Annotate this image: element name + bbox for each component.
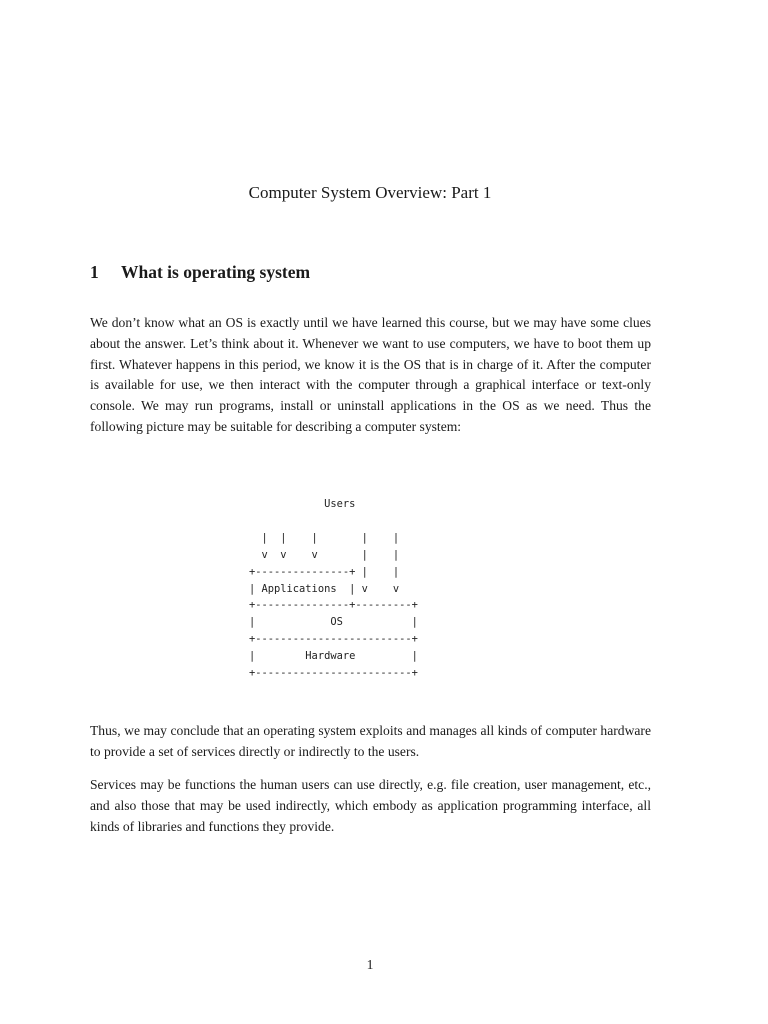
page-title: Computer System Overview: Part 1 — [248, 183, 492, 202]
services-paragraph: Services may be functions the human users can use directly, e.g. file creation, user management, etc., and also those that may be used indirectly, which embody as application programming interface, all kinds of libraries and functions they provide. — [90, 777, 651, 834]
conclusion-paragraph: Thus, we may conclude that an operating system exploits and manages all kinds of computer hardware to provide a set of services directly or indirectly to the users. — [90, 723, 651, 759]
section-title: What is operating system — [121, 262, 311, 282]
intro-paragraph: We don’t know what an OS is exactly until we have learned this course, but we may have some clues about the answer. Let’s think about it. Whenever we want to use computers, we have to boot them up first. Whatever happens in this period, we know it is the OS that is in charge of it. After the computer is available for use, we then interact with the computer through a graphical interface or text-only console. We may run programs, install or uninstall applications in the OS as we need. Thus the following picture may be suitable for describing a computer system: — [90, 315, 651, 434]
section-heading — [90, 262, 310, 283]
page-number: 1 — [366, 957, 374, 972]
system-layers-diagram: Users | | | | | v v v | | +---------------+ | | | Applications | v v +---------------+---------+ | OS | +-------------------------+ | Hardware | +-------------------------+ — [249, 498, 418, 680]
section-number: 1 — [90, 262, 99, 282]
